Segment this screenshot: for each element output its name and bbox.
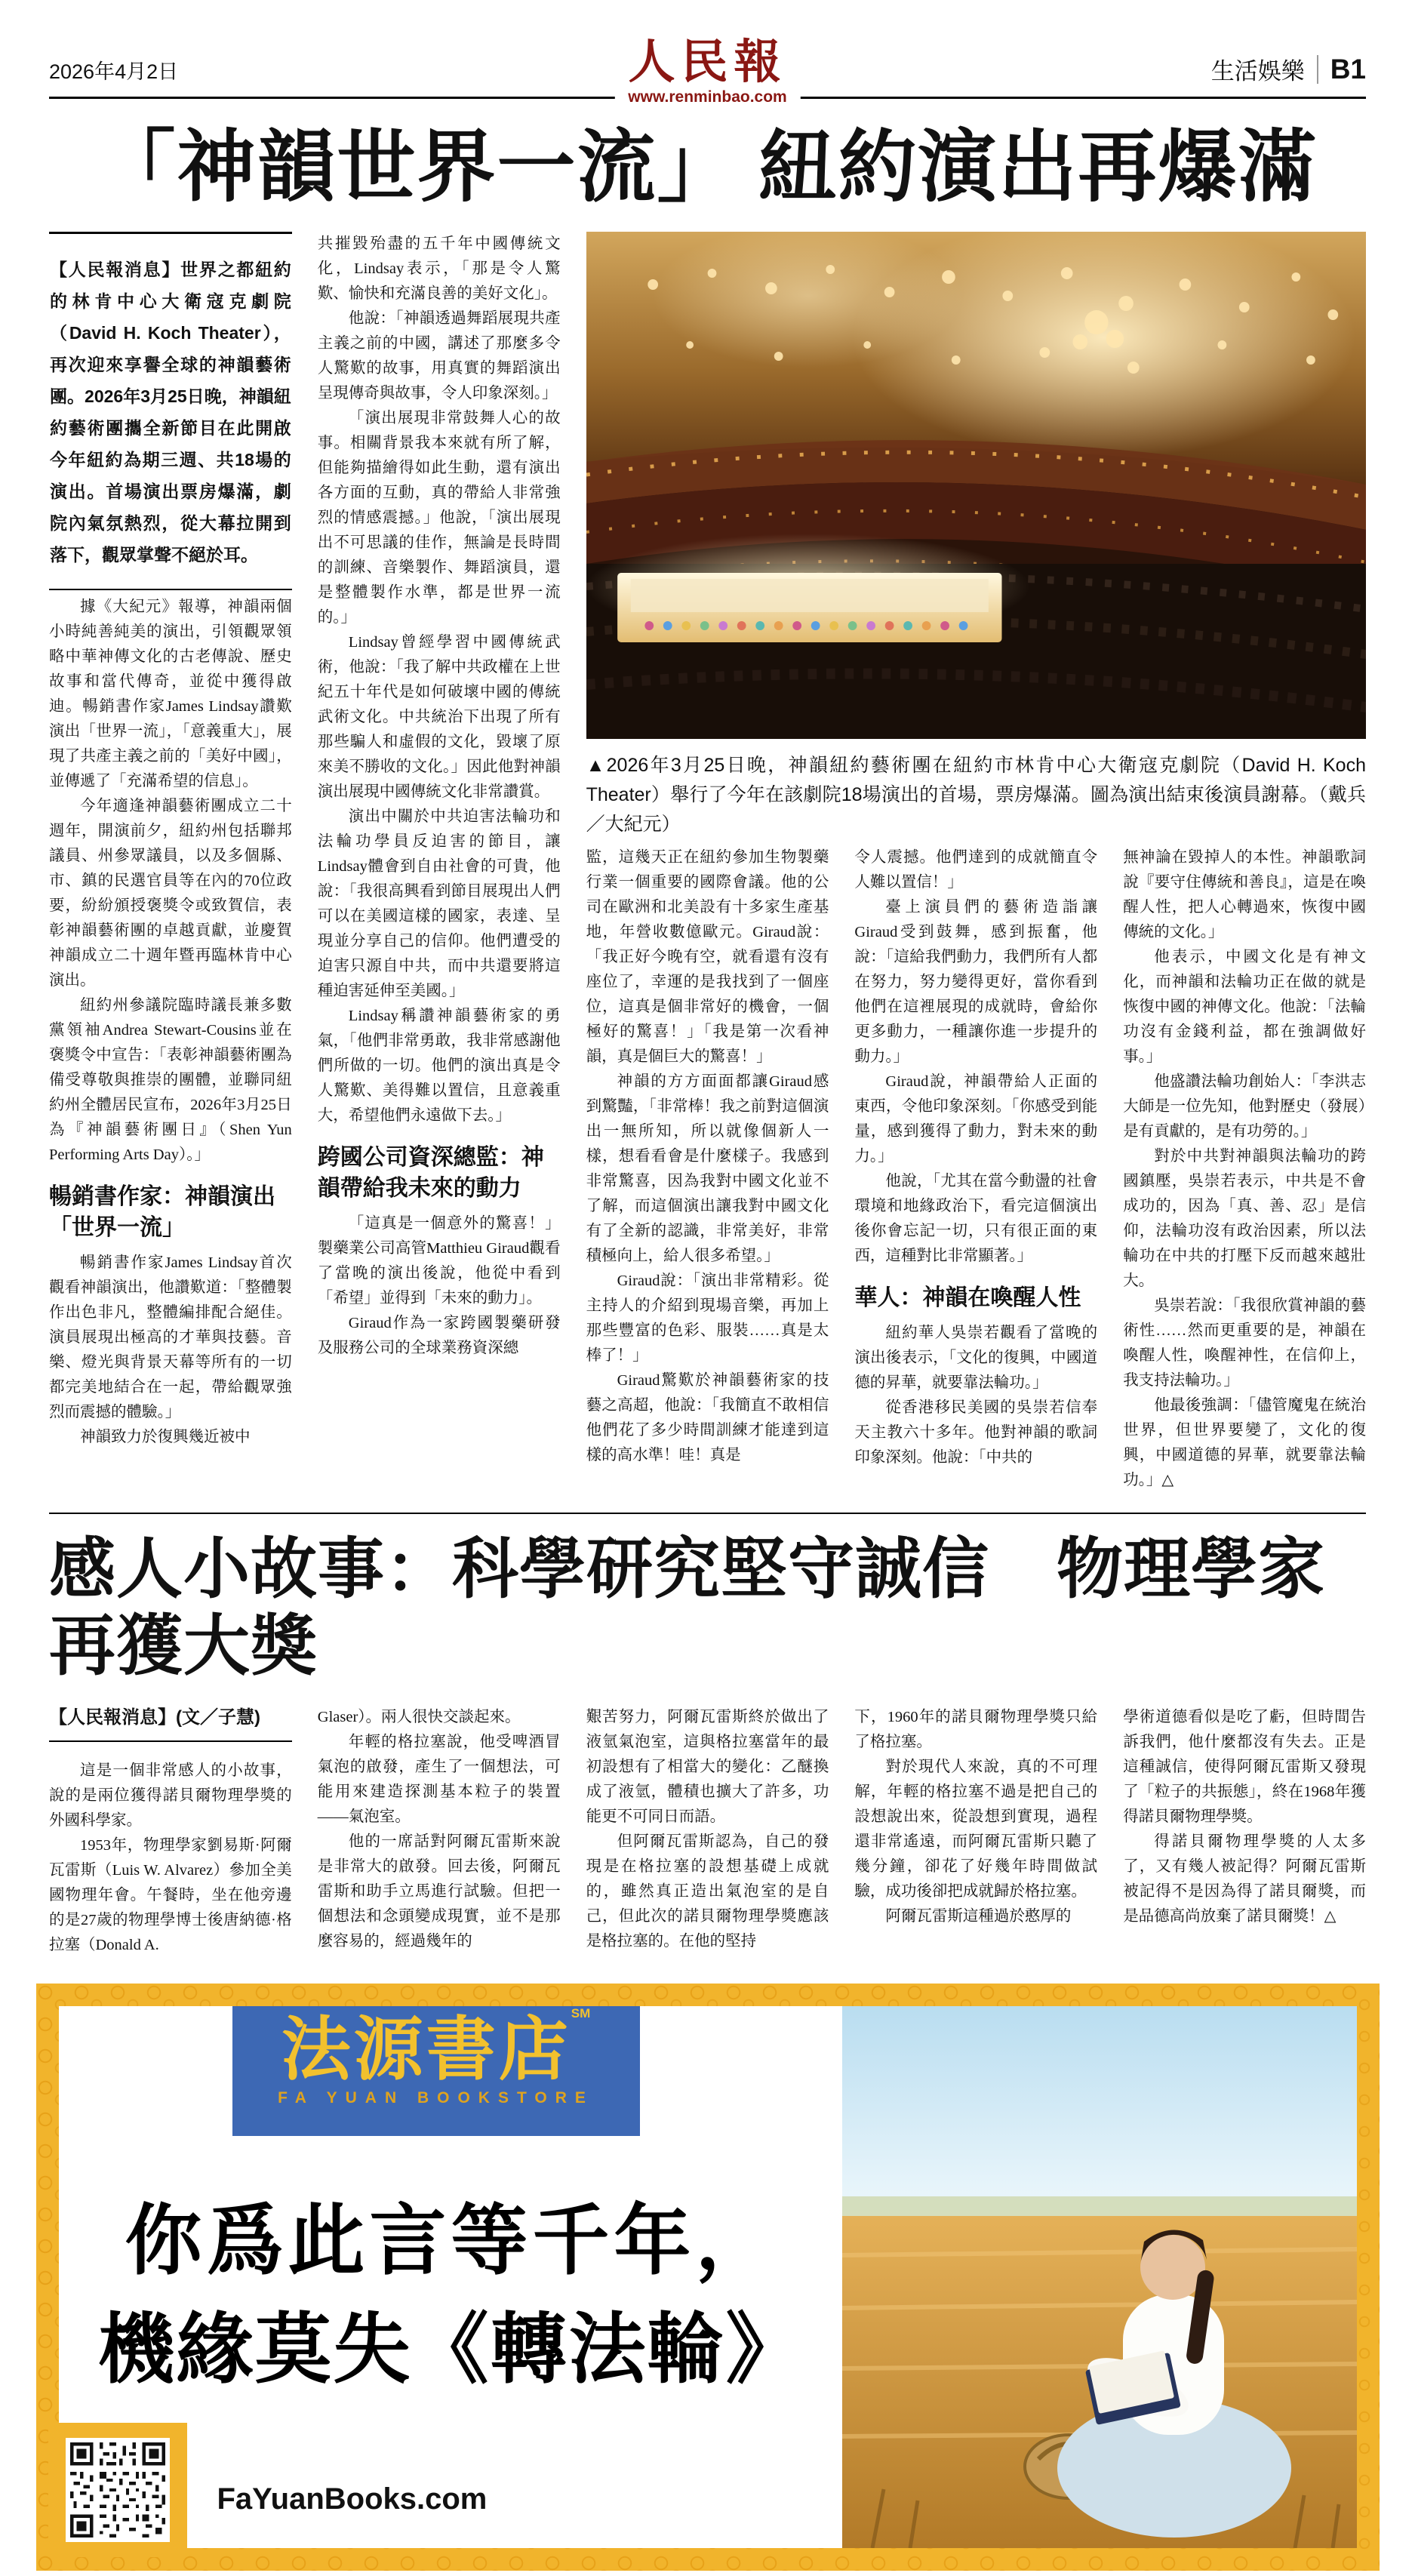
paragraph: 他說：「神韻透過舞蹈展現共產主義之前的中國，講述了那麼多令人驚歎的故事，用真實的舞蹈演出呈現傳奇與故事，令人印象深刻。」	[317, 310, 561, 402]
masthead-rule	[49, 88, 1366, 106]
paragraph: 他盛讚法輪功創始人：「李洪志大師是一位先知，他對歷史（發展）是有貢獻的，是有功勞的。」	[1123, 1073, 1366, 1140]
paragraph: 下，1960年的諾貝爾物理學獎只給了格拉塞。	[854, 1708, 1098, 1750]
article1-lower-columns	[586, 845, 1366, 1493]
trademark-mark: SM	[571, 2005, 591, 2020]
newspaper-logo	[628, 39, 786, 86]
paragraph: 1953年，物理學家劉易斯·阿爾瓦雷斯（Luis W. Alvarez）參加全美國物理年會。午餐時，坐在他旁邊的是27歲的物理學博士後唐納德·格拉塞（Donald A.	[49, 1836, 292, 1953]
bookstore-logo-panel	[232, 2006, 640, 2136]
article1-column-3	[586, 845, 829, 1493]
masthead	[0, 0, 1415, 89]
paragraph: 他說，「尤其在當今動盪的社會環境和地緣政治下，看完這個演出後你會忘記一切，只有很正面的東西，這種對比非常顯著。」	[854, 1173, 1098, 1265]
article1-column-2	[318, 232, 561, 1493]
paragraph: 令人震撼。他們達到的成就簡直令人難以置信！」	[854, 849, 1098, 891]
qr-code-frame	[48, 2423, 187, 2557]
bookstore-ad[interactable]	[36, 1984, 1380, 2571]
website-link[interactable]: www.renminbao.com	[614, 88, 800, 106]
article2-column-1	[49, 1705, 292, 1958]
paragraph: 紐約州參議院臨時議長兼多數黨領袖Andrea Stewart-Cousins並在褒獎令中宣告：「表彰神韻藝術團為備受尊敬與推崇的團體，並聯同紐約州全體居民宣布，2026年3月25日為『神韻藝術團日』（Shen Yun Performing Arts Day）。」	[49, 997, 292, 1164]
paragraph: 對於中共對神韻與法輪功的跨國鎮壓，吳崇若表示，中共是不會成功的，因為「真、善、忍」是信仰，法輪功沒有政治因素，所以法輪功在中共的打壓下反而越來越壯大。	[1123, 1148, 1366, 1290]
subheading: 暢銷書作家：神韻演出「世界一流」	[49, 1184, 275, 1241]
article2-headline: 感人小故事：科學研究堅守誠信 物理學家再獲大獎	[49, 1534, 1326, 1684]
paragraph: 他表示，中國文化是有神文化，而神韻和法輪功正在做的就是恢復中國的神傳文化。他說：「法輪功沒有金錢利益，都在強調做好事。」	[1123, 949, 1366, 1066]
byline: 【人民報消息】(文／子慧)	[49, 1705, 292, 1742]
paragraph: 無神論在毀掉人的本性。神韻歌詞說『要守住傳統和善良』，這是在喚醒人性，把人心轉過來，恢復中國傳統的文化。」	[1123, 849, 1366, 941]
article1-headline: 「神韻世界一流」 紐約演出再爆滿	[97, 125, 1318, 211]
bookstore-name-en: FA YUAN BOOKSTORE	[278, 2088, 594, 2107]
page-number: B1	[1330, 53, 1366, 85]
article-lede: 【人民報消息】世界之都紐約的林肯中心大衛寇克劇院（David H. Koch Theater），再次迎來享譽全球的神韻藝術團。2026年3月25日晚，神韻紐約藝術團攜全新節目在此開啟今年紐約為期三週、共18場的演出。首場演出票房爆滿，劇院內氣氛熱烈，從大幕拉開到落下，觀眾掌聲不絕於耳。	[49, 232, 292, 590]
paragraph: 紐約華人吳崇若觀看了當晚的演出後表示，「文化的復興，中國道德的昇華，就要靠法輪功。」	[854, 1325, 1098, 1392]
paragraph: Giraud驚歎於神韻藝術家的技藝之高超，他說：「我簡直不敢相信他們花了多少時間訓練才能達到這樣的高水準！哇！真是	[586, 1372, 829, 1464]
section-header	[1211, 52, 1366, 89]
theater-photo-illustration	[586, 232, 1366, 739]
subheading: 跨國公司資深總監：神韻帶給我未來的動力	[317, 1145, 544, 1202]
paragraph: Giraud說，神韻帶給人正面的東西，令他印象深刻。「你感受到能量，感到獲得了動力，對未來的動力。」	[854, 1073, 1098, 1165]
paragraph: Glaser）。兩人很快交談起來。	[317, 1708, 521, 1725]
paragraph: 「演出展現非常鼓舞人心的故事。相關背景我本來就有所了解，但能夠描繪得如此生動，還有演出各方面的互動，真的帶給人非常強烈的情感震撼。」他說，「演出展現出不可思議的佳作，無論是長時間的訓練、音樂製作、舞蹈演員，還是整體製作水準，都是世界一流的。」	[317, 410, 561, 626]
subheading: 華人：神韻在喚醒人性	[854, 1285, 1081, 1311]
article1-column-4	[854, 845, 1097, 1493]
ad-inner	[59, 2006, 1357, 2548]
newspaper-logo-text: 人民報	[628, 37, 787, 88]
qr-code-graphic	[70, 2442, 165, 2538]
section-name: 生活娛樂	[1210, 58, 1305, 85]
ad-slogan-line2: 機緣莫失《轉法輪》	[97, 2308, 804, 2394]
issue-date: 2026年4月2日	[49, 60, 179, 83]
paragraph: 得諾貝爾物理學獎的人太多了，又有幾人被記得？阿爾瓦雷斯被記得不是因為得了諾貝爾獎，而是品德高尚放棄了諾貝爾獎！△	[1123, 1833, 1366, 1925]
paragraph: 從香港移民美國的吳崇若信奉天主教六十多年。他對神韻的歌詞印象深刻。他說：「中共的	[854, 1399, 1098, 1467]
paragraph: Lindsay曾經學習中國傳統武術，他說：「我了解中共政權在上世紀五十年代是如何破壞中國的傳統武術文化。中共統治下出現了所有那些騙人和虛假的文化，毀壞了原來美不勝收的文化。」因此他對神韻演出展現中國傳統文化非常讚賞。	[317, 634, 561, 801]
ad-slogan	[59, 2196, 844, 2398]
article2-column-5	[1123, 1705, 1366, 1958]
paragraph: 阿爾瓦雷斯這種過於憨厚的	[885, 1907, 1072, 1925]
ad-photo-woman-reading	[842, 2006, 1357, 2548]
paragraph: 對於現代人來說，真的不可理解，年輕的格拉塞不過是把自己的設想說出來，從設想到實現，過程還非常遙遠，而阿爾瓦雷斯只聽了幾分鐘，卻花了好幾年時間做試驗，成功後卻把成就歸於格拉塞。	[854, 1758, 1098, 1900]
paragraph: 監，這幾天正在紐約參加生物製藥行業一個重要的國際會議。他的公司在歐洲和北美設有十多家生產基地，年營收數億歐元。Giraud說：「我正好今晚有空，就看還有沒有座位了，幸運的是我找到了一個座位，這真是個非常好的機會，一個極好的驚喜！」「我是第一次看神韻，真是個巨大的驚喜！」	[586, 849, 829, 1066]
paragraph: 據《大紀元》報導，神韻兩個小時純善純美的演出，引領觀眾領略中華神傳文化的古老傳說、歷史故事和當代傳奇，並從中獲得啟迪。暢銷書作家James Lindsay讚歎演出「世界一流」，「意義重大」，展現了共產主義之前的「美好中國」，並傳遞了「充滿希望的信息」。	[49, 599, 292, 790]
qr-code	[66, 2438, 170, 2542]
paragraph: Giraud作為一家跨國製藥研發及服務公司的全球業務資深總	[317, 1315, 561, 1357]
paragraph: 吳崇若說：「我很欣賞神韻的藝術性……然而更重要的是，神韻在喚醒人性，喚醒神性，在信仰上，我支持法輪功。」	[1123, 1297, 1366, 1390]
paragraph: 但阿爾瓦雷斯認為，自己的發現是在格拉塞的設想基礎上成就的，雖然真正造出氣泡室的是自己，但此次的諾貝爾物理學獎應該是格拉塞的。在他的堅持	[586, 1833, 829, 1950]
paragraph: 學術道德看似是吃了虧，但時間告訴我們，他什麼都沒有失去。正是這種誠信，使得阿爾瓦雷斯又發現了「粒子的共振態」，終在1968年獲得諾貝爾物理學獎。	[1123, 1708, 1366, 1825]
ad-slogan-line1: 你爲此言等千年，	[125, 2199, 777, 2285]
paragraph: 他的一席話對阿爾瓦雷斯來說是非常大的啟發。回去後，阿爾瓦雷斯和助手立馬進行試驗。但把一個想法和念頭變成現實，並不是那麼容易的，經過幾年的	[317, 1833, 561, 1950]
paragraph: Giraud說：「演出非常精彩。從主持人的介紹到現場音樂，再加上那些豐富的色彩、服裝……真是太棒了！」	[586, 1273, 829, 1365]
section-divider	[1317, 55, 1318, 84]
paragraph: 他最後強調：「儘管魔鬼在統治世界，但世界要變了，文化的復興，中國道德的昇華，就要靠法輪功。」△	[1123, 1397, 1366, 1489]
article1-column-5	[1123, 845, 1366, 1493]
paragraph: 這是一個非常感人的小故事，說的是兩位獲得諾貝爾物理學獎的外國科學家。	[49, 1762, 292, 1829]
bookstore-url[interactable]: FaYuanBooks.com	[217, 2482, 488, 2516]
paragraph: 今年適逢神韻藝術團成立二十週年，開演前夕，紐約州包括聯邦議員、州參眾議員，以及多個縣、市、鎮的民選官員等在內的70位政要，紛紛頒授褒獎令或致賀信，表彰神韻藝術團的卓越貢獻，並慶賀神韻成立二十週年暨再臨林肯中心演出。	[49, 798, 292, 989]
article1-body	[0, 232, 1415, 1493]
paragraph: 「這真是一個意外的驚喜！」製藥業公司高管Matthieu Giraud觀看了當晚的演出後說，他從中看到「希望」並得到「未來的動力」。	[317, 1215, 561, 1307]
paragraph: 年輕的格拉塞說，他受啤酒冒氣泡的啟發，產生了一個想法，可能用來建造探測基本粒子的裝置——氣泡室。	[317, 1733, 561, 1825]
field-photo-illustration	[842, 2006, 1357, 2548]
article1-column-1	[49, 232, 292, 1493]
article2-column-3	[586, 1705, 829, 1958]
paragraph: 臺上演員們的藝術造詣讓Giraud受到鼓舞，感到振奮，他說：「這給我們動力，我們所有人都在努力，努力變得更好，當你看到他們在這裡展現的成就時，會給你更多動力，一種讓你進一步提升的動力。」	[854, 899, 1098, 1066]
paragraph: 演出中關於中共迫害法輪功和法輪功學員反迫害的節目，讓Lindsay體會到自由社會的可貴，他說：「我很高興看到節目展現出人們可以在美國這樣的國家，表達、呈現並分享自己的信仰。他們遭受的迫害只源自中共，而中共還要將這種迫害延伸至美國。」	[317, 808, 561, 1000]
paragraph: 神韻的方方面面都讓Giraud感到驚豔，「非常棒！我之前對這個演出一無所知，所以就像個新人一樣，想看看會是什麼樣子。我感到非常驚喜，因為我對中國文化並不了解，而這個演出讓我對中國文化有了全新的認識，非常美好，非常積極向上，給人很多希望。」	[586, 1073, 829, 1265]
paragraph: 共摧毀殆盡的五千年中國傳統文化，Lindsay表示，「那是令人驚歎、愉快和充滿良善的美好文化」。	[317, 235, 561, 303]
article2-column-2	[318, 1705, 561, 1958]
article-divider-rule	[49, 1513, 1366, 1514]
article2-column-4	[854, 1705, 1097, 1958]
article2-body	[0, 1705, 1415, 1958]
paragraph: 艱苦努力，阿爾瓦雷斯終於做出了液氫氣泡室，這與格拉塞當年的最初設想有了相當大的變化：乙醚換成了液氫，體積也擴大了許多，功能更不可同日而語。	[586, 1708, 829, 1825]
paragraph: 神韻致力於復興幾近被中	[80, 1429, 251, 1446]
theater-photo	[586, 232, 1366, 739]
paragraph: Lindsay稱讚神韻藝術家的勇氣，「他們非常勇敢，我非常感謝他們所做的一切。他們的演出真是令人驚歎、美得難以置信，且意義重大，希望他們永遠做下去。」	[317, 1008, 561, 1125]
paragraph: 暢銷書作家James Lindsay首次觀看神韻演出，他讚歎道：「整體製作出色非凡，整體編排配合絕佳。演員展現出極高的才華與技藝。音樂、燈光與背景天幕等所有的一切都完美地結合在一起，帶給觀眾強烈而震撼的體驗。」	[49, 1254, 292, 1421]
bookstore-name-cn: 法源書店	[281, 2011, 571, 2088]
photo-caption: ▲2026年3月25日晚，神韻紐約藝術團在紐約市林肯中心大衛寇克劇院（David H. Koch Theater）舉行了今年在該劇院18場演出的首場，票房爆滿。圖為演出結束後演員謝幕。（戴兵／大紀元）	[586, 755, 1366, 836]
article1-photo-block	[586, 232, 1366, 1493]
